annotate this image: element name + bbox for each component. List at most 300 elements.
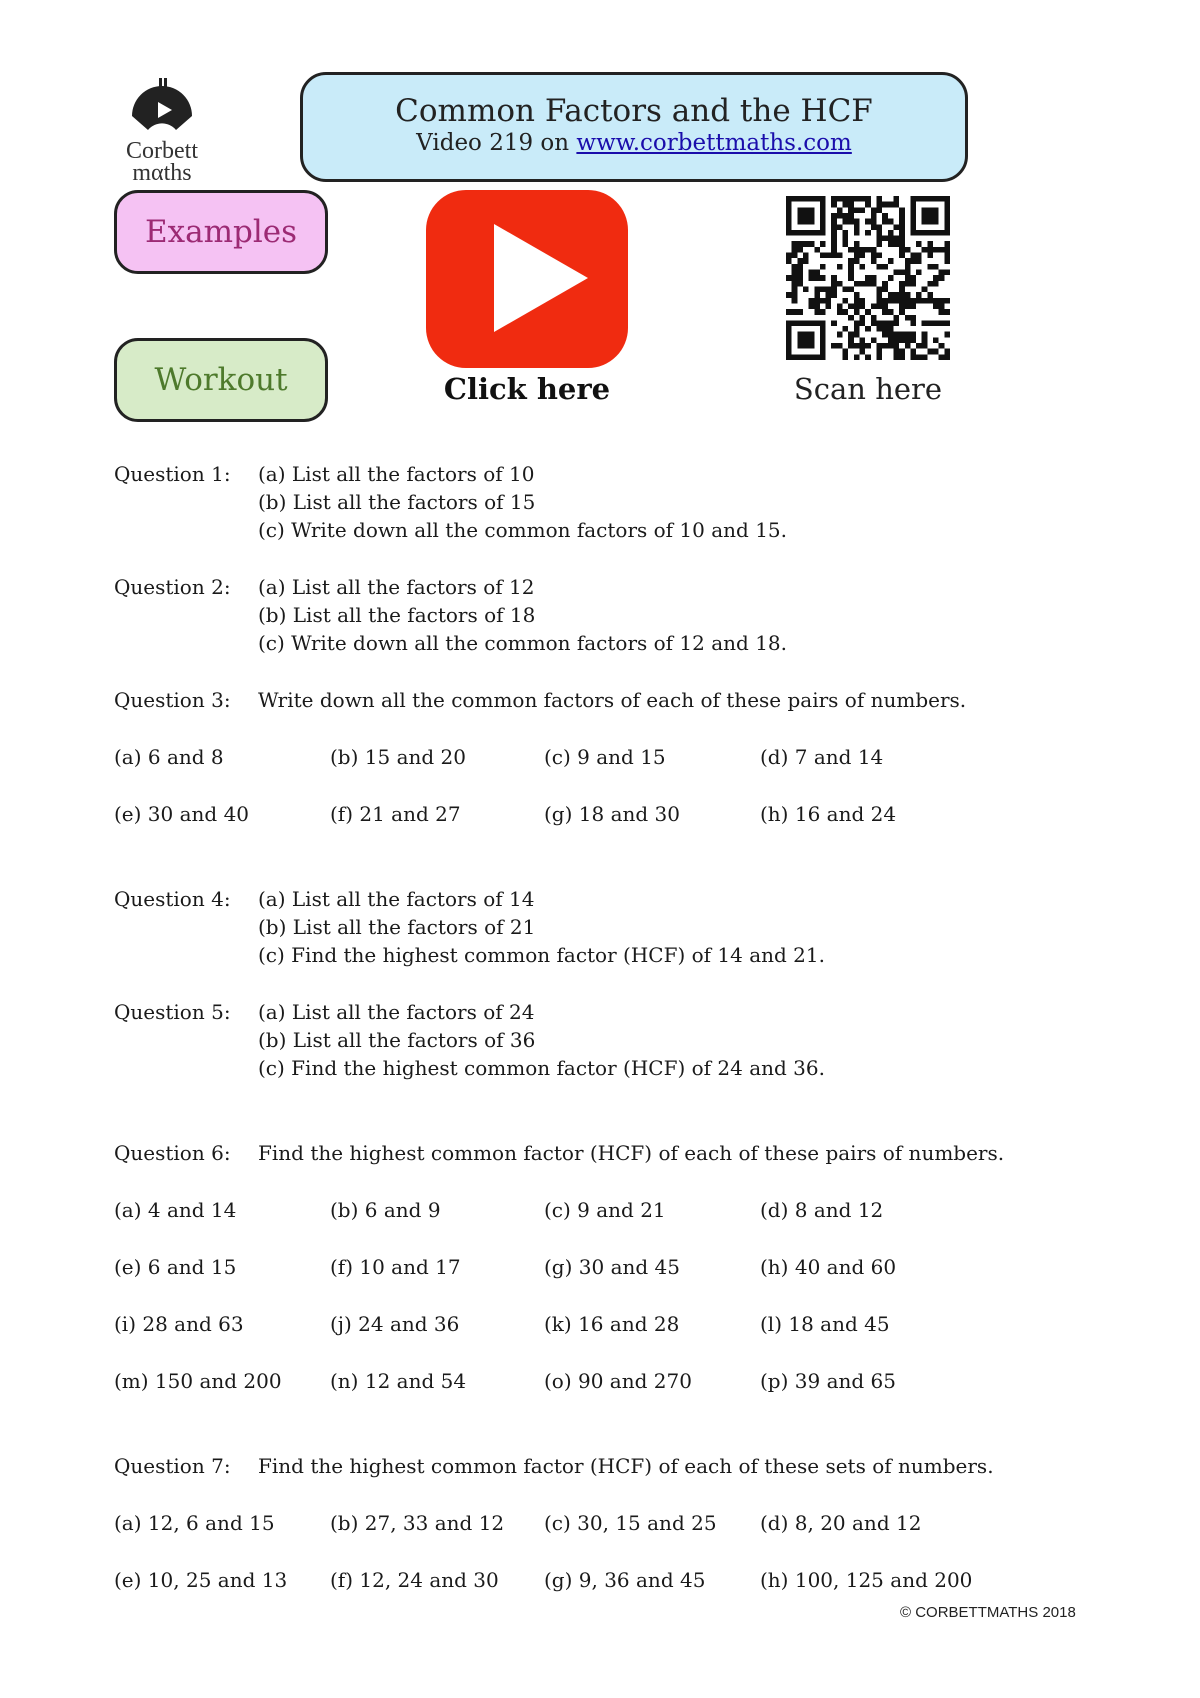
qr-module (939, 196, 945, 202)
play-icon (424, 188, 630, 370)
qr-module (797, 219, 803, 225)
question-part: (c) Find the highest common factor (HCF) of 24 and 36. (258, 1056, 825, 1080)
qr-module (814, 309, 820, 315)
qr-module (814, 320, 820, 326)
qr-module (871, 258, 877, 264)
qr-module (843, 326, 849, 332)
qr-module (803, 219, 809, 225)
qr-module (809, 275, 815, 281)
qr-module (797, 196, 803, 202)
qr-module (939, 343, 945, 349)
question-part: (b) List all the factors of 15 (258, 490, 536, 514)
qr-module (848, 337, 854, 343)
pair-item: (a) 6 and 8 (114, 745, 224, 769)
qr-module (871, 320, 877, 326)
qr-module (803, 196, 809, 202)
question-part: (a) List all the factors of 10 (258, 462, 535, 486)
qr-module (860, 343, 866, 349)
qr-module (792, 298, 798, 304)
qr-module (882, 202, 888, 208)
qr-module (860, 303, 866, 309)
qr-module (831, 247, 837, 253)
qr-module (876, 202, 882, 208)
qr-module (865, 219, 871, 225)
qr-module (916, 354, 922, 360)
qr-module (888, 236, 894, 242)
qr-module (837, 332, 843, 338)
qr-module (882, 332, 888, 338)
qr-module (792, 281, 798, 287)
qr-module (944, 224, 950, 230)
qr-module (831, 241, 837, 247)
examples-button[interactable]: Examples (114, 190, 328, 274)
question-part: (a) List all the factors of 24 (258, 1000, 535, 1024)
qr-module (922, 286, 928, 292)
qr-module (944, 196, 950, 202)
qr-module (820, 207, 826, 213)
qr-module (786, 326, 792, 332)
qr-module (910, 303, 916, 309)
pair-item: (k) 16 and 28 (544, 1312, 680, 1336)
qr-module (854, 241, 860, 247)
qr-module (831, 219, 837, 225)
qr-module (927, 281, 933, 287)
qr-module (905, 343, 911, 349)
qr-module (848, 196, 854, 202)
qr-module (865, 281, 871, 287)
qr-module (922, 332, 928, 338)
qr-module (854, 230, 860, 236)
qr-module (910, 315, 916, 321)
qr-module (899, 292, 905, 298)
qr-module (848, 275, 854, 281)
qr-module (910, 213, 916, 219)
qr-module (865, 275, 871, 281)
qr-module (843, 196, 849, 202)
qr-module (820, 354, 826, 360)
qr-module (843, 309, 849, 315)
qr-module (916, 292, 922, 298)
qr-module (944, 213, 950, 219)
qr-module (871, 315, 877, 321)
qr-module (848, 207, 854, 213)
qr-module (933, 219, 939, 225)
qr-module (922, 230, 928, 236)
qr-module (899, 207, 905, 213)
qr-module (910, 298, 916, 304)
qr-module (905, 298, 911, 304)
qr-module (843, 202, 849, 208)
qr-module (831, 230, 837, 236)
pair-item: (a) 4 and 14 (114, 1198, 237, 1222)
pair-item: (o) 90 and 270 (544, 1369, 692, 1393)
qr-module (916, 258, 922, 264)
qr-module (882, 281, 888, 287)
qr-module (809, 241, 815, 247)
qr-module (786, 258, 792, 264)
qr-module (854, 326, 860, 332)
qr-module (939, 247, 945, 253)
qr-module (837, 303, 843, 309)
question-label: Question 3: (114, 688, 231, 712)
qr-module (854, 303, 860, 309)
qr-module (927, 298, 933, 304)
question-label: Question 7: (114, 1454, 231, 1478)
qr-module (893, 202, 899, 208)
qr-module (893, 224, 899, 230)
qr-module (933, 275, 939, 281)
qr-module (843, 354, 849, 360)
answer-row (114, 1310, 994, 1338)
qr-module (933, 247, 939, 253)
video-subtitle (303, 129, 965, 157)
qr-module (797, 207, 803, 213)
qr-module (871, 207, 877, 213)
qr-module (848, 219, 854, 225)
question-label: Question 4: (114, 887, 231, 911)
qr-module (888, 258, 894, 264)
qr-module (843, 241, 849, 247)
qr-module (893, 315, 899, 321)
qr-module (888, 326, 894, 332)
qr-module (786, 332, 792, 338)
set-item: (c) 30, 15 and 25 (544, 1511, 717, 1535)
qr-module (927, 196, 933, 202)
qr-module (809, 343, 815, 349)
qr-module (854, 320, 860, 326)
pair-item: (l) 18 and 45 (760, 1312, 890, 1336)
qr-module (803, 258, 809, 264)
qr-module (854, 196, 860, 202)
qr-module (786, 213, 792, 219)
qr-module (927, 349, 933, 355)
qr-module (809, 196, 815, 202)
qr-module (944, 241, 950, 247)
qr-module (944, 309, 950, 315)
qr-module (820, 337, 826, 343)
question-part: (c) Write down all the common factors of 10 and 15. (258, 518, 788, 542)
qr-module (860, 207, 866, 213)
question-label: Question 6: (114, 1141, 231, 1165)
qr-module (871, 275, 877, 281)
qr-code[interactable] (786, 196, 950, 360)
qr-module (899, 332, 905, 338)
qr-module (786, 230, 792, 236)
qr-module (893, 354, 899, 360)
qr-module (927, 253, 933, 259)
qr-module (882, 309, 888, 315)
qr-module (916, 298, 922, 304)
qr-module (843, 298, 849, 304)
qr-module (882, 343, 888, 349)
qr-module (876, 264, 882, 270)
qr-module (876, 230, 882, 236)
qr-module (786, 292, 792, 298)
qr-module (899, 230, 905, 236)
pair-item: (p) 39 and 65 (760, 1369, 896, 1393)
qr-module (939, 303, 945, 309)
qr-module (888, 230, 894, 236)
qr-module (860, 337, 866, 343)
qr-module (876, 196, 882, 202)
qr-module (876, 303, 882, 309)
qr-module (848, 270, 854, 276)
qr-module (933, 303, 939, 309)
qr-module (910, 354, 916, 360)
qr-module (831, 253, 837, 259)
qr-module (843, 230, 849, 236)
qr-module (882, 264, 888, 270)
qr-module (888, 298, 894, 304)
qr-module (837, 281, 843, 287)
qr-module (854, 253, 860, 259)
qr-module (905, 270, 911, 276)
qr-module (899, 224, 905, 230)
qr-module (871, 224, 877, 230)
qr-module (786, 337, 792, 343)
qr-module (888, 343, 894, 349)
qr-module (939, 275, 945, 281)
qr-module (905, 332, 911, 338)
qr-module (797, 275, 803, 281)
qr-module (933, 298, 939, 304)
qr-module (927, 264, 933, 270)
qr-module (939, 270, 945, 276)
qr-module (809, 298, 815, 304)
qr-module (899, 253, 905, 259)
qr-module (843, 213, 849, 219)
qr-module (803, 337, 809, 343)
qr-module (786, 309, 792, 315)
qr-module (865, 196, 871, 202)
qr-module (786, 202, 792, 208)
qr-module (831, 236, 837, 242)
qr-module (933, 207, 939, 213)
qr-module (826, 298, 832, 304)
qr-module (876, 241, 882, 247)
qr-module (797, 247, 803, 253)
qr-module (809, 332, 815, 338)
workout-button[interactable]: Workout (114, 338, 328, 422)
qr-module (814, 247, 820, 253)
qr-module (837, 264, 843, 270)
qr-module (854, 298, 860, 304)
set-item: (a) 12, 6 and 15 (114, 1511, 275, 1535)
qr-module (876, 349, 882, 355)
qr-module (910, 253, 916, 259)
qr-module (860, 315, 866, 321)
qr-module (792, 230, 798, 236)
qr-module (786, 275, 792, 281)
qr-module (797, 270, 803, 276)
qr-module (888, 275, 894, 281)
qr-module (882, 326, 888, 332)
qr-module (893, 270, 899, 276)
qr-module (826, 303, 832, 309)
qr-module (792, 241, 798, 247)
qr-module (814, 270, 820, 276)
qr-module (814, 303, 820, 309)
set-item: (g) 9, 36 and 45 (544, 1568, 706, 1592)
corbettmaths-link[interactable]: www.corbettmaths.com (576, 130, 852, 156)
qr-module (910, 258, 916, 264)
qr-module (854, 207, 860, 213)
qr-module (888, 241, 894, 247)
qr-module (876, 292, 882, 298)
qr-module (803, 332, 809, 338)
qr-module (899, 247, 905, 253)
qr-module (871, 253, 877, 259)
pair-item: (h) 16 and 24 (760, 802, 897, 826)
qr-module (820, 196, 826, 202)
qr-module (916, 241, 922, 247)
question-label: Question 2: (114, 575, 231, 599)
qr-module (797, 264, 803, 270)
qr-module (882, 213, 888, 219)
qr-module (888, 219, 894, 225)
qr-module (916, 270, 922, 276)
qr-module (848, 286, 854, 292)
pair-item: (g) 30 and 45 (544, 1255, 680, 1279)
qr-module (837, 196, 843, 202)
qr-module (893, 241, 899, 247)
video-play-button[interactable] (424, 188, 630, 370)
qr-module (854, 292, 860, 298)
qr-module (803, 320, 809, 326)
qr-module (854, 332, 860, 338)
qr-module (905, 337, 911, 343)
answer-row (114, 1367, 994, 1395)
qr-module (831, 286, 837, 292)
qr-module (910, 275, 916, 281)
pair-item: (b) 15 and 20 (330, 745, 466, 769)
qr-module (922, 219, 928, 225)
qr-module (893, 298, 899, 304)
qr-module (854, 281, 860, 287)
qr-module (865, 354, 871, 360)
qr-module (871, 281, 877, 287)
qr-module (820, 298, 826, 304)
qr-module (848, 258, 854, 264)
pair-item: (b) 6 and 9 (330, 1198, 441, 1222)
qr-module (865, 247, 871, 253)
pair-item: (c) 9 and 21 (544, 1198, 666, 1222)
qr-module (820, 241, 826, 247)
question-part: (b) List all the factors of 18 (258, 603, 536, 627)
qr-module (893, 292, 899, 298)
qr-module (893, 337, 899, 343)
qr-module (944, 219, 950, 225)
qr-module (854, 354, 860, 360)
qr-module (876, 253, 882, 259)
click-here-label[interactable]: Click here (443, 372, 611, 406)
qr-module (871, 213, 877, 219)
qr-module (848, 343, 854, 349)
qr-module (876, 320, 882, 326)
qr-module (865, 230, 871, 236)
answer-row (114, 743, 994, 771)
qr-module (854, 343, 860, 349)
qr-module (809, 270, 815, 276)
qr-module (803, 354, 809, 360)
qr-module (792, 354, 798, 360)
question-part: (b) List all the factors of 21 (258, 915, 536, 939)
qr-module (910, 219, 916, 225)
qr-module (927, 230, 933, 236)
qr-module (820, 253, 826, 259)
pair-item: (d) 7 and 14 (760, 745, 884, 769)
qr-module (927, 213, 933, 219)
qr-module (910, 332, 916, 338)
pair-item: (d) 8 and 12 (760, 1198, 884, 1222)
qr-module (831, 292, 837, 298)
qr-module (786, 196, 792, 202)
qr-module (871, 219, 877, 225)
qr-module (933, 230, 939, 236)
qr-module (854, 247, 860, 253)
qr-module (916, 230, 922, 236)
qr-module (792, 247, 798, 253)
qr-module (933, 320, 939, 326)
qr-module (882, 236, 888, 242)
qr-module (809, 207, 815, 213)
qr-module (803, 241, 809, 247)
qr-module (854, 219, 860, 225)
qr-module (944, 258, 950, 264)
qr-module (905, 275, 911, 281)
pair-item: (h) 40 and 60 (760, 1255, 897, 1279)
answer-row (114, 1253, 994, 1281)
qr-module (792, 320, 798, 326)
qr-module (814, 196, 820, 202)
qr-module (893, 236, 899, 242)
qr-module (786, 219, 792, 225)
qr-module (797, 258, 803, 264)
qr-module (843, 219, 849, 225)
question-part: (a) List all the factors of 14 (258, 887, 535, 911)
qr-module (820, 343, 826, 349)
qr-module (831, 343, 837, 349)
qr-module (797, 230, 803, 236)
qr-module (927, 320, 933, 326)
qr-module (922, 196, 928, 202)
qr-module (843, 236, 849, 242)
qr-module (899, 303, 905, 309)
qr-module (899, 337, 905, 343)
qr-module (944, 253, 950, 259)
question-part: (b) List all the factors of 36 (258, 1028, 536, 1052)
qr-module (910, 224, 916, 230)
pair-item: (e) 30 and 40 (114, 802, 250, 826)
qr-module (809, 354, 815, 360)
qr-module (860, 298, 866, 304)
question-text: Write down all the common factors of each of these pairs of numbers. (258, 688, 967, 712)
pair-item: (f) 21 and 27 (330, 802, 461, 826)
video-number-text: Video 219 on (416, 130, 577, 156)
qr-module (820, 264, 826, 270)
qr-module (814, 298, 820, 304)
qr-module (927, 241, 933, 247)
qr-module (876, 343, 882, 349)
qr-module (831, 320, 837, 326)
qr-module (944, 298, 950, 304)
qr-module (831, 202, 837, 208)
qr-module (837, 213, 843, 219)
qr-module (871, 337, 877, 343)
qr-module (792, 292, 798, 298)
qr-module (944, 332, 950, 338)
qr-module (939, 309, 945, 315)
